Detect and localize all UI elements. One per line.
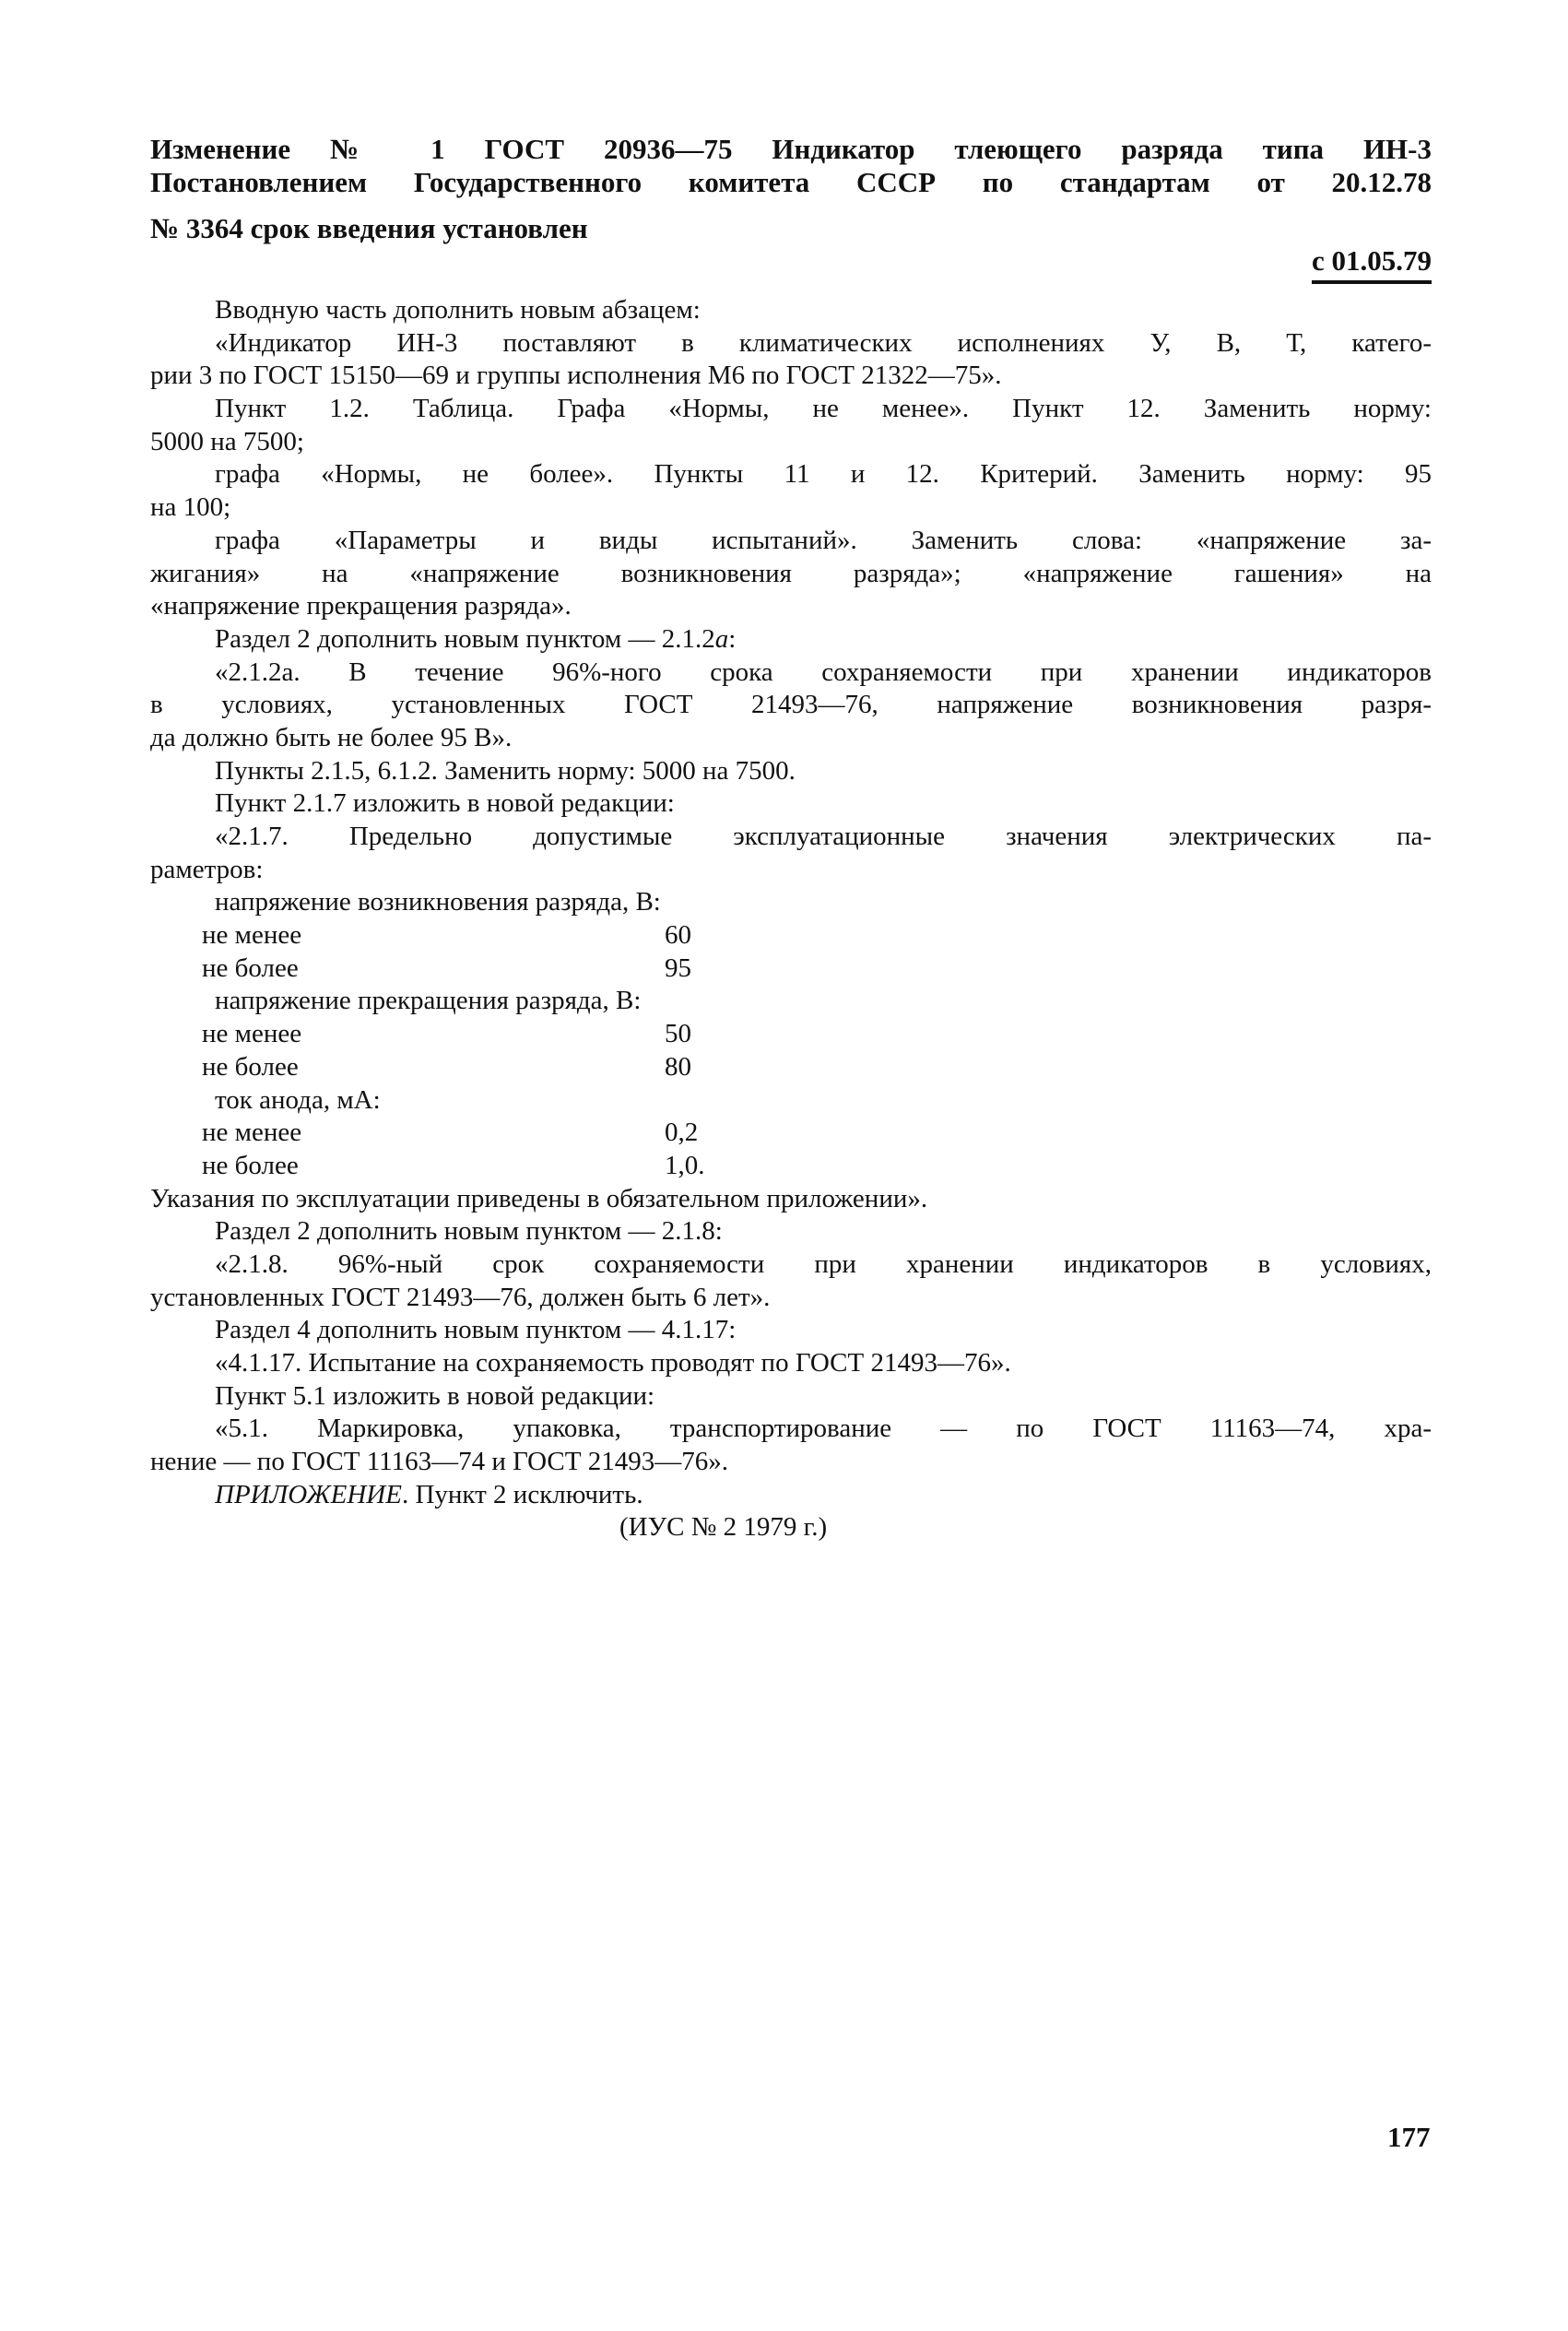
text-line: «2.1.2а. В течение 96%-ного срока сохраняемости при хранении индикаторов xyxy=(215,657,1432,687)
text-line: «4.1.17. Испытание на сохраняемость проводят по ГОСТ 21493—76». xyxy=(215,1348,1011,1378)
param-row xyxy=(150,1150,1432,1183)
param-value: 0,2 xyxy=(665,1118,699,1148)
amendment-title: Изменение № 1 ГОСТ 20936—75 Индикатор тлеющего разряда типа ИН-3 xyxy=(150,133,1432,165)
param-row xyxy=(150,953,1432,986)
param-row xyxy=(150,919,1432,953)
param-value: 60 xyxy=(665,920,691,951)
text-line: на 100; xyxy=(150,492,231,523)
text-line: в условиях, установленных ГОСТ 21493—76, напряжение возникновения разря- xyxy=(150,690,1432,720)
text-line: Пункт 2.1.7 изложить в новой редакции: xyxy=(215,788,675,819)
text-line: раметров: xyxy=(150,854,264,884)
amendment-body xyxy=(150,294,1432,1544)
page-number: 177 xyxy=(1387,2121,1431,2153)
param-label: не менее xyxy=(202,920,302,951)
text-line: Пункт 1.2. Таблица. Графа «Нормы, не менее». Пункт 12. Заменить норму: xyxy=(215,394,1432,424)
text-span: . Пункт 2 исключить. xyxy=(401,1479,643,1509)
text-line xyxy=(150,1479,1432,1512)
text-line: Раздел 2 дополнить новым пунктом — 2.1.8: xyxy=(215,1216,723,1247)
param-row xyxy=(150,1051,1432,1084)
param-label: не более xyxy=(202,1051,299,1082)
source-reference: (ИУС № 2 1979 г.) xyxy=(619,1512,828,1543)
text-line: Вводную часть дополнить новым абзацем: xyxy=(215,295,701,325)
text-line: «2.1.8. 96%-ный срок сохраняемости при хранении индикаторов в условиях, xyxy=(215,1248,1432,1279)
text-line: «2.1.7. Предельно допустимые эксплуатационные значения электрических па- xyxy=(215,822,1432,851)
text-line: «5.1. Маркировка, упаковка, транспортирование — по ГОСТ 11163—74, хра- xyxy=(215,1414,1432,1444)
param-value: 1,0. xyxy=(665,1150,705,1180)
text-line: Пункты 2.1.5, 6.1.2. Заменить норму: 5000 на 7500. xyxy=(215,755,796,786)
param-label: не менее xyxy=(202,1019,302,1049)
text-line xyxy=(150,623,1432,657)
param-label: не более xyxy=(202,1150,299,1180)
param-label: не более xyxy=(202,953,299,983)
param-label: не менее xyxy=(202,1118,302,1148)
appendix-label: ПРИЛОЖЕНИЕ xyxy=(215,1479,402,1509)
param-title: напряжение прекращения разряда, В: xyxy=(215,986,642,1016)
text-line: Указания по эксплуатации приведены в обязательном приложении». xyxy=(150,1183,928,1213)
text-line: «напряжение прекращения разряда». xyxy=(150,591,572,621)
text-line: графа «Нормы, не более». Пункты 11 и 12. Критерий. Заменить норму: 95 xyxy=(215,459,1432,490)
text-line: «Индикатор ИН-3 поставляют в климатических исполнениях У, В, Т, катего- xyxy=(215,327,1432,358)
param-title: ток анода, мА: xyxy=(215,1084,381,1115)
param-row xyxy=(150,1018,1432,1051)
text-line: нение — по ГОСТ 11163—74 и ГОСТ 21493—76». xyxy=(150,1447,728,1477)
param-value: 95 xyxy=(665,953,691,983)
text-line: Пункт 5.1 изложить в новой редакции: xyxy=(215,1380,655,1411)
text-span: : xyxy=(728,623,737,654)
text-line: рии 3 по ГОСТ 15150—69 и группы исполнения М6 по ГОСТ 21322—75». xyxy=(150,361,1002,391)
italic-span: а xyxy=(714,623,729,654)
param-row xyxy=(150,1117,1432,1150)
resolution-number-line: № 3364 срок введения установлен xyxy=(150,212,588,244)
text-line: жигания» на «напряжение возникновения разряда»; «напряжение гашения» на xyxy=(150,558,1432,588)
text-line: графа «Параметры и виды испытаний». Заменить слова: «напряжение за- xyxy=(215,525,1432,555)
resolution-line: Постановлением Государственного комитета СССР по стандартам от 20.12.78 xyxy=(150,166,1432,198)
param-value: 50 xyxy=(665,1019,691,1049)
param-value: 80 xyxy=(665,1051,691,1082)
text-line: установленных ГОСТ 21493—76, должен быть 6 лет». xyxy=(150,1282,771,1312)
text-line: Раздел 4 дополнить новым пунктом — 4.1.17: xyxy=(215,1315,737,1345)
text-line: да должно быть не более 95 В». xyxy=(150,722,513,752)
effective-date xyxy=(1312,244,1432,284)
text-span: Раздел 2 дополнить новым пунктом — 2.1.2 xyxy=(215,623,715,654)
param-title: напряжение возникновения разряда, В: xyxy=(215,887,661,917)
effective-date-text: с 01.05.79 xyxy=(1312,244,1432,284)
text-line: 5000 на 7500; xyxy=(150,426,304,456)
